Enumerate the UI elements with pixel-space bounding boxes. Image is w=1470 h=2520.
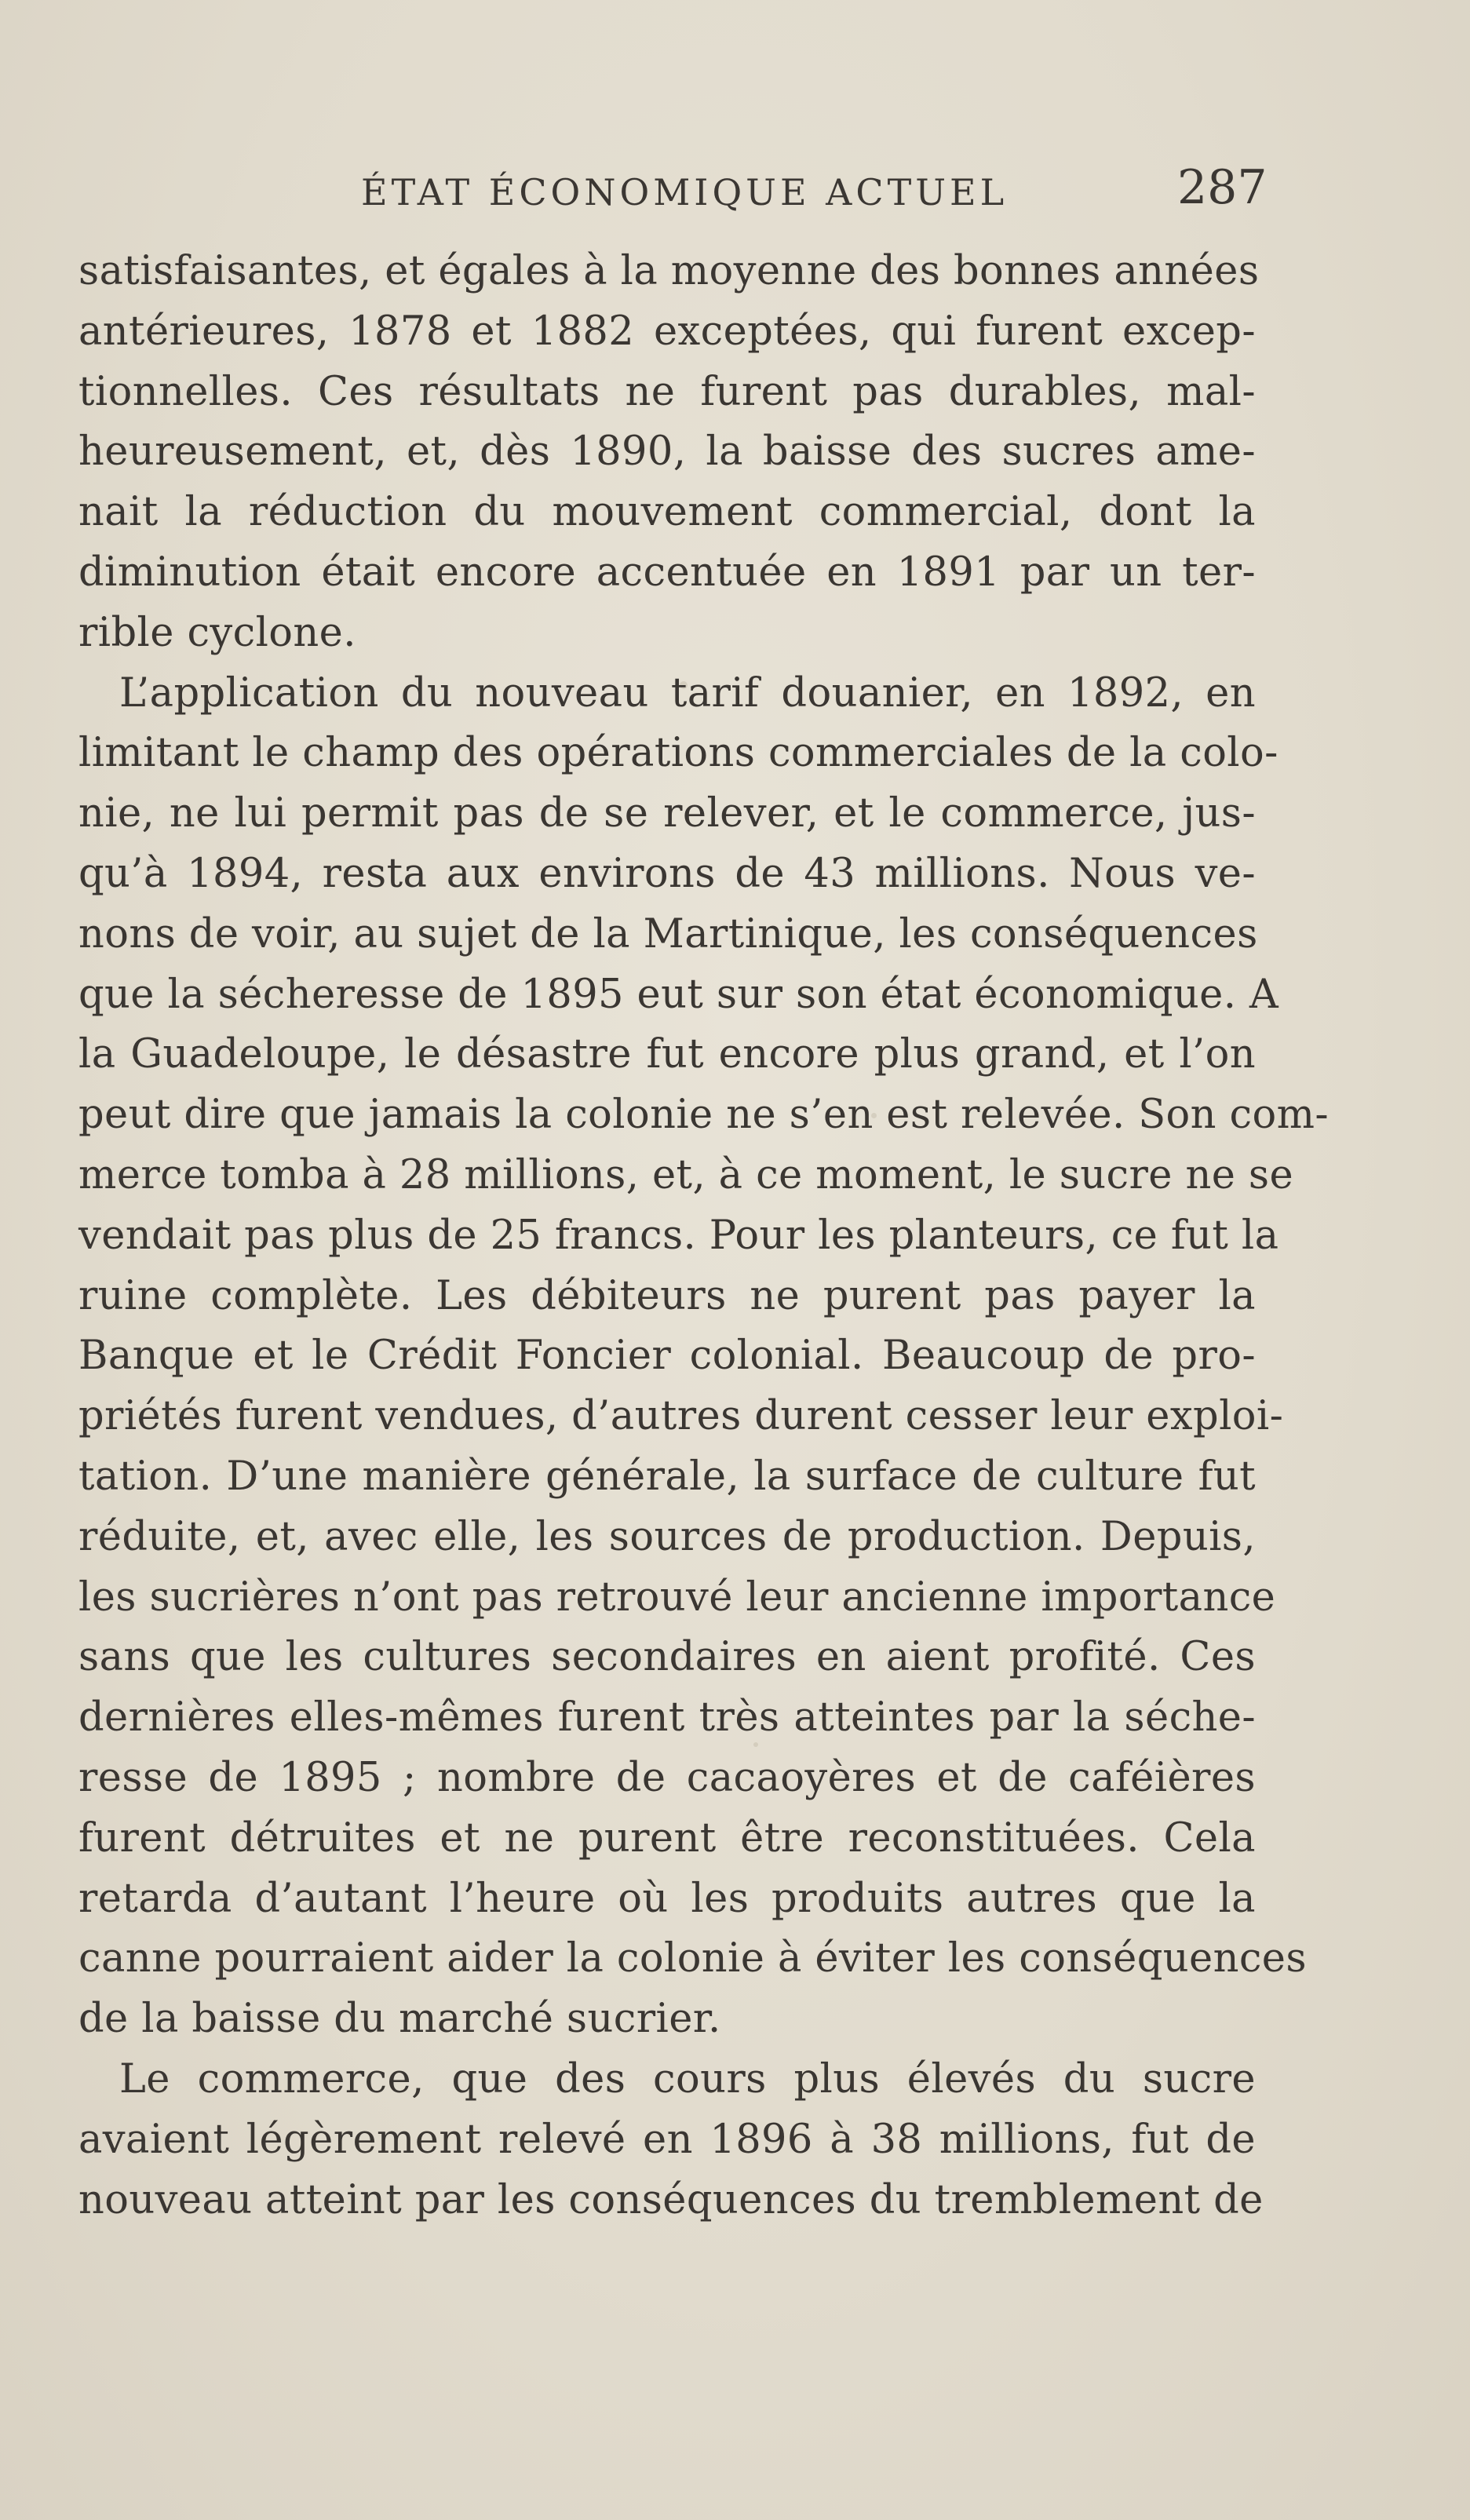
text-line: qu’à 1894, resta aux environs de 43 millions. Nous ve- [78,850,1256,897]
running-header [78,157,1268,220]
text-line: furent détruites et ne purent être reconstituées. Cela [78,1814,1256,1862]
text-line: ruine complète. Les débiteurs ne purent pas payer la [78,1272,1256,1319]
text-line: tionnelles. Ces résultats ne furent pas durables, mal- [78,368,1256,415]
text-line: peut dire que jamais la colonie ne s’en est relevée. Son com- [78,1092,1329,1139]
text-line: antérieures, 1878 et 1882 exceptées, qui furent excep- [78,308,1256,355]
text-line: priétés furent vendues, d’autres durent cesser leur exploi- [78,1393,1284,1440]
text-line: avaient légèrement relevé en 1896 à 38 millions, fut de [78,2116,1256,2163]
text-line: les sucrières n’ont pas retrouvé leur ancienne importance [78,1574,1276,1621]
text-line: dernières elles-mêmes furent très atteintes par la séche- [78,1694,1256,1741]
page-number: 287 [1177,160,1268,215]
text-line: vendait pas plus de 25 francs. Pour les planteurs, ce fut la [78,1212,1279,1259]
text-line: la Guadeloupe, le désastre fut encore plus grand, et l’on [78,1031,1256,1078]
text-line: tation. D’une manière générale, la surface de culture fut [78,1453,1256,1500]
text-line: resse de 1895 ; nombre de cacaoyères et de caféières [78,1754,1256,1801]
text-line: canne pourraient aider la colonie à éviter les conséquences [78,1935,1307,1982]
text-line: Banque et le Crédit Foncier colonial. Beaucoup de pro- [78,1333,1256,1380]
text-line: L’application du nouveau tarif douanier, en 1892, en [119,669,1256,717]
text-line: que la sécheresse de 1895 eut sur son état économique. A [78,971,1279,1018]
text-line: nons de voir, au sujet de la Martinique, les conséquences [78,910,1258,957]
text-line: limitant le champ des opérations commerciales de la colo- [78,730,1278,777]
text-line: satisfaisantes, et égales à la moyenne des bonnes années [78,248,1260,294]
text-line: réduite, et, avec elle, les sources de production. Depuis, [78,1513,1256,1560]
text-line: nie, ne lui permit pas de se relever, et le commerce, jus- [78,790,1256,837]
text-line: heureusement, et, dès 1890, la baisse des sucres ame- [78,429,1256,476]
text-line: sans que les cultures secondaires en aient profité. Ces [78,1634,1256,1681]
text-line: de la baisse du marché sucrier. [78,1996,721,2043]
text-line: diminution était encore accentuée en 1891 par un ter- [78,549,1256,596]
text-line: nouveau atteint par les conséquences du tremblement de [78,2176,1264,2223]
text-line: Le commerce, que des cours plus élevés du sucre [119,2055,1256,2102]
text-line: rible cyclone. [78,609,356,656]
running-title: ÉTAT ÉCONOMIQUE ACTUEL [361,171,1009,213]
body-text [78,242,1329,2230]
text-line: retarda d’autant l’heure où les produits autres que la [78,1875,1256,1922]
text-line: nait la réduction du mouvement commercial, dont la [78,489,1256,536]
text-line: merce tomba à 28 millions, et, à ce moment, le sucre ne se [78,1151,1294,1198]
